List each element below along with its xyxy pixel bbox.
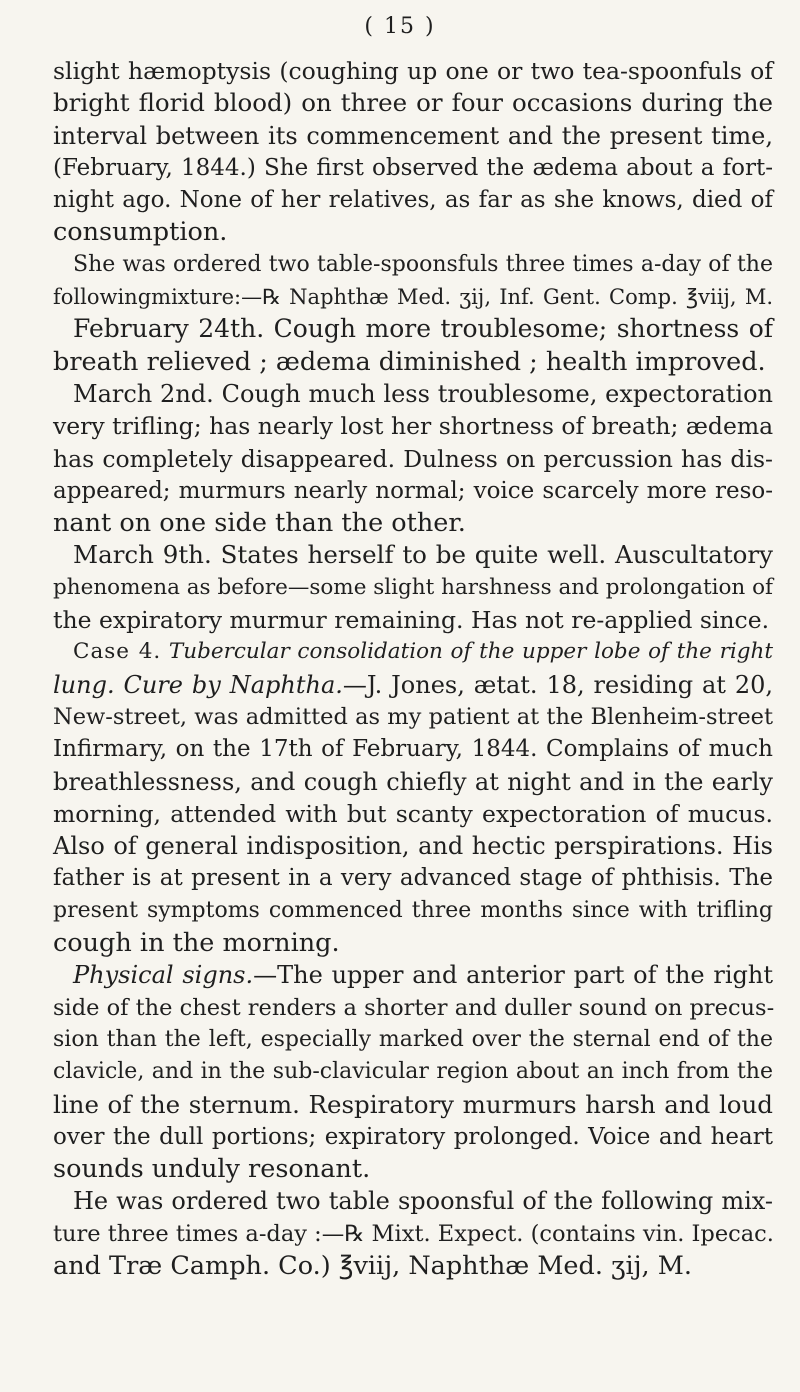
paragraph-block-1 (53, 55, 773, 636)
text-line: slight hæmoptysis (coughing up one or two tea-spoonfuls of (53, 57, 773, 85)
text-line: She was ordered two table-spoonsfuls three times a-day of the (73, 251, 773, 277)
text-line: over the dull portions; expiratory prolonged. Voice and heart (53, 1123, 773, 1150)
case-label: Case 4. (73, 639, 162, 665)
text-line: March 9th. States herself to be quite well. Auscultatory (73, 540, 773, 570)
text-line: Also of general indisposition, and hectic perspirations. His (53, 832, 773, 861)
physical-signs-label: Physical signs. (73, 961, 254, 990)
text-line: followingmixture:—℞ Naphthæ Med. ʒij, Inf. Gent. Comp. ℥viij, M. (53, 285, 773, 310)
case-heading-line-2 (53, 669, 773, 701)
case-title: Tubercular consolidation of the upper lobe of the right (168, 639, 773, 665)
page-number: ( 15 ) (364, 14, 436, 39)
physical-signs-line (53, 959, 773, 991)
text-line: breathlessness, and cough chiefly at night and in the early (53, 767, 773, 796)
text-line: appeared; murmurs nearly normal; voice scarcely more reso- (53, 477, 773, 504)
text-line: cough in the morning. (53, 928, 340, 959)
text-line: and Træ Camph. Co.) ℥viij, Naphthæ Med. ʒij, M. (53, 1250, 692, 1281)
text-line: interval between its commencement and the present time, (53, 121, 773, 150)
text-line: very trifling; has nearly lost her shortness of breath; ædema (53, 412, 774, 441)
text-line: sounds unduly resonant. (53, 1154, 371, 1185)
text-line: Infirmary, on the 17th of February, 1844. Complains of much (53, 736, 773, 763)
text-line: February 24th. Cough more troublesome; shortness of (73, 314, 773, 344)
text-line: (February, 1844.) She first observed the ædema about a fort- (53, 154, 773, 181)
text-line: nant on one side than the other. (53, 508, 466, 539)
text-line: He was ordered two table spoonsful of the following mix- (73, 1187, 773, 1216)
paragraph-block-2 (53, 701, 773, 959)
paragraph-block-3 (53, 992, 773, 1283)
text-line: line of the sternum. Respiratory murmurs harsh and loud (53, 1089, 773, 1119)
text-line: morning, attended with but scanty expectoration of mucus. (53, 799, 773, 828)
text-line: present symptoms commenced three months since with trifling (53, 897, 773, 923)
text-line: the expiratory murmur remaining. Has not re-applied since. (53, 606, 770, 635)
text-line: night ago. None of her relatives, as far as she knows, died of (53, 187, 773, 214)
text-line: clavicle, and in the sub-clavicular region about an inch from the (53, 1059, 773, 1085)
text-line: bright florid blood) on three or four occasions during the (53, 88, 773, 118)
body-text (53, 55, 773, 1282)
text-line: father is at present in a very advanced stage of phthisis. The (53, 865, 773, 892)
case-title-continued: lung. Cure by Naphtha. (53, 670, 343, 699)
text-line: consumption. (53, 217, 228, 248)
text-line: New-street, was admitted as my patient at the Blenheim-street (53, 703, 773, 730)
text-line: has completely disappeared. Dulness on percussion has dis- (53, 444, 773, 473)
text-line: phenomena as before—some slight harshness and prolongation of (53, 574, 773, 600)
text-line: side of the chest renders a shorter and duller sound on precus- (53, 994, 775, 1021)
text-line: March 2nd. Cough much less troublesome, expectoration (73, 379, 773, 408)
text-line: breath relieved ; ædema diminished ; health improved. (53, 346, 766, 377)
text-line: ture three times a-day :—℞ Mixt. Expect. (contains vin. Ipecac. (53, 1220, 774, 1247)
physical-signs-intro: —The upper and anterior part of the right (253, 961, 773, 990)
case-intro: —J. Jones, ætat. 18, residing at 20, (342, 670, 773, 699)
case-heading-line (53, 636, 773, 668)
text-line: sion than the left, especially marked over the sternal end of the (53, 1026, 773, 1052)
